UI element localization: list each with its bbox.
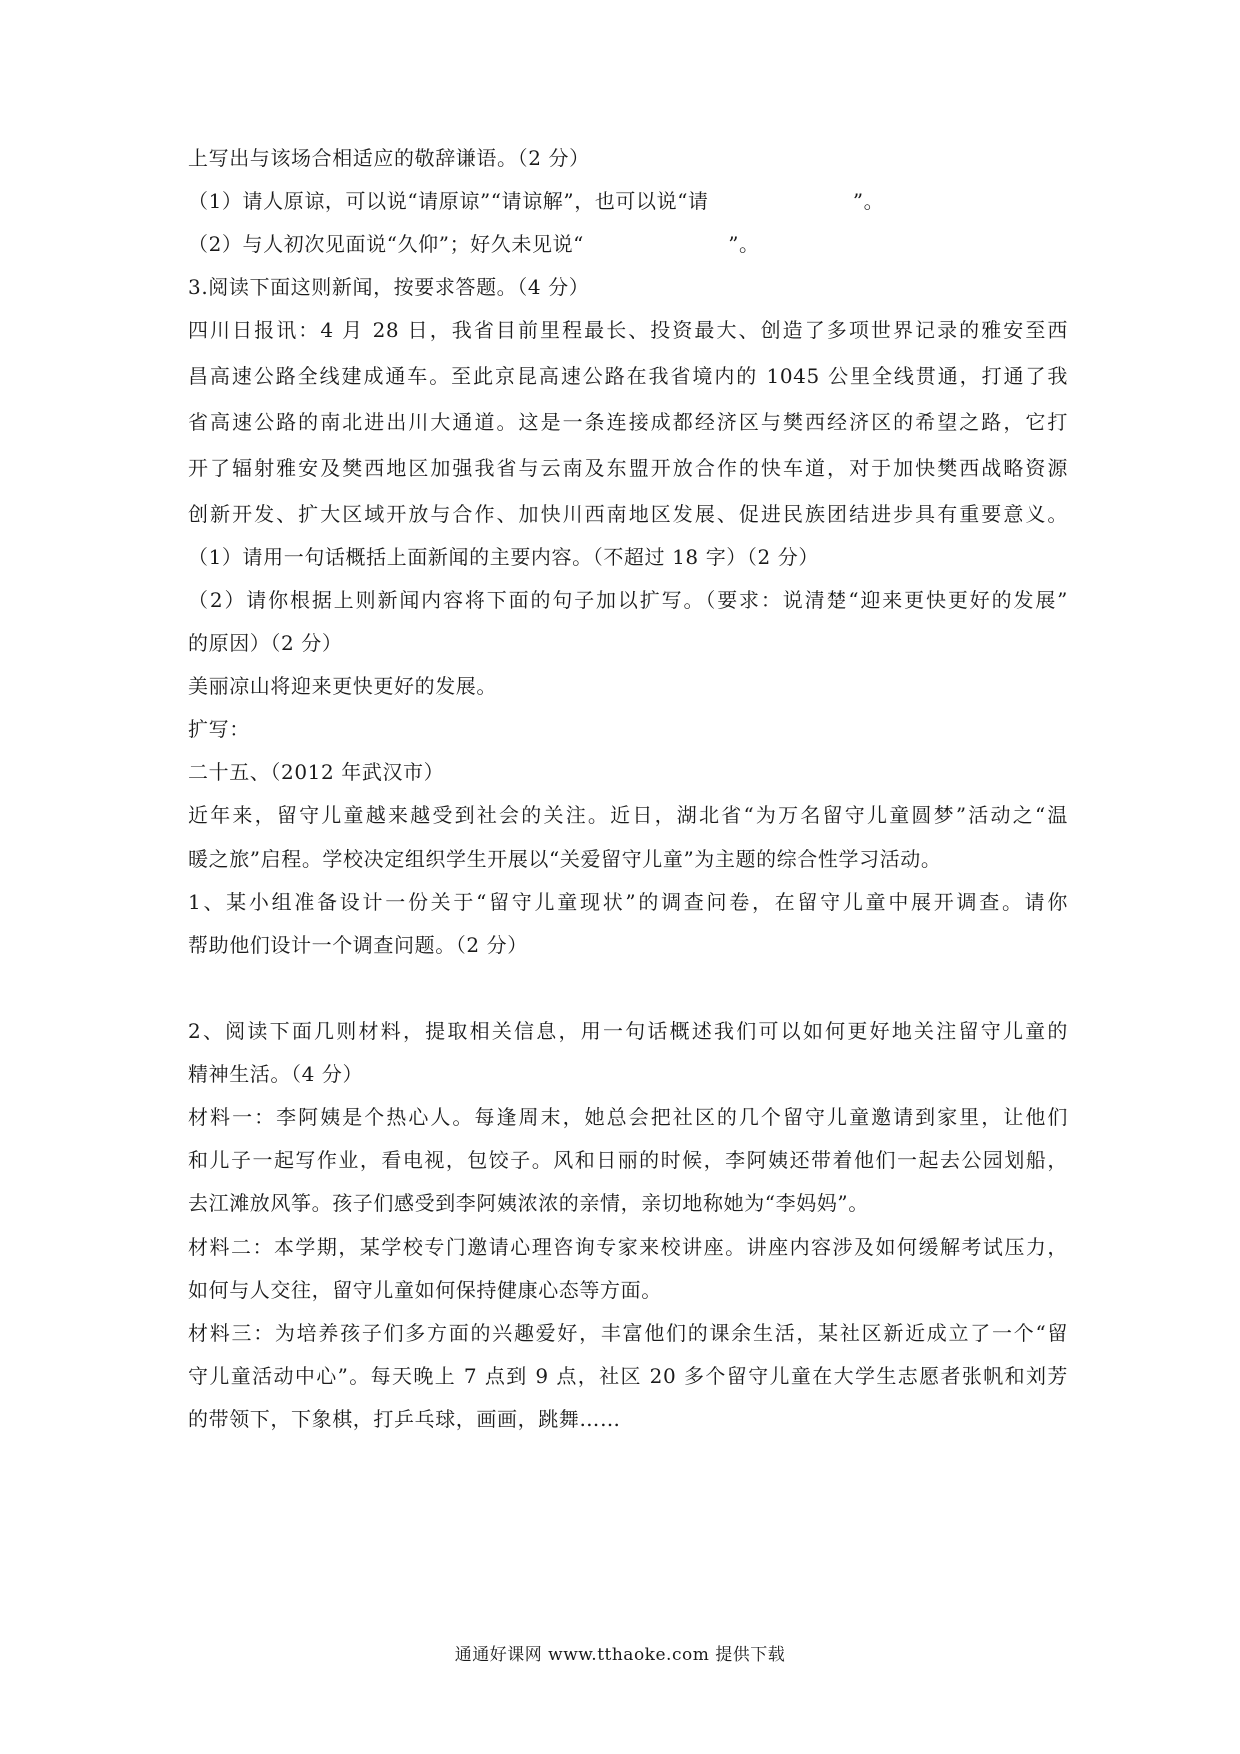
text-line: 暖之旅”启程。学校决定组织学生开展以“关爱留守儿童”为主题的综合性学习活动。 [188, 847, 942, 871]
text-line: （1）请用一句话概括上面新闻的主要内容。（不超过 18 字）（2 分） [188, 545, 819, 569]
text-line: 和儿子一起写作业，看电视，包饺子。风和日丽的时候，李阿姨还带着他们一起去公园划船， [188, 1148, 1068, 1172]
text-line: （2）与人初次见面说“久仰”；好久未见说“ ”。 [188, 232, 760, 256]
text-line: 帮助他们设计一个调查问题。（2 分） [188, 933, 528, 957]
question-heading: 3.阅读下面这则新闻，按要求答题。（4 分） [188, 275, 590, 299]
text-line: 的带领下，下象棋，打乒乓球，画画，跳舞…… [188, 1407, 621, 1431]
text-line: 守儿童活动中心”。每天晚上 7 点到 9 点，社区 20 多个留守儿童在大学生志愿者张帆和刘芳 [188, 1364, 1068, 1388]
text-line: 四川日报讯：4 月 28 日，我省目前里程最长、投资最大、创造了多项世界记录的雅安至西 [188, 318, 1068, 342]
text-line: 开了辐射雅安及樊西地区加强我省与云南及东盟开放合作的快车道，对于加快樊西战略资源 [188, 456, 1068, 480]
text-line: 上写出与该场合相适应的敬辞谦语。（2 分） [188, 146, 590, 170]
text-line: 如何与人交往，留守儿童如何保持健康心态等方面。 [188, 1278, 662, 1302]
text-line: 材料一：李阿姨是个热心人。每逢周末，她总会把社区的几个留守儿童邀请到家里，让他们 [188, 1105, 1068, 1129]
text-line: 1、某小组准备设计一份关于“留守儿童现状”的调查问卷，在留守儿童中展开调查。请你 [188, 890, 1068, 914]
section-heading: 二十五、（2012 年武汉市） [188, 760, 445, 784]
text-line: 创新开发、扩大区域开放与合作、加快川西南地区发展、促进民族团结进步具有重要意义。 [188, 502, 1068, 526]
text-line: 省高速公路的南北进出川大通道。这是一条连接成都经济区与樊西经济区的希望之路，它打 [188, 410, 1068, 434]
text-line: 昌高速公路全线建成通车。至此京昆高速公路在我省境内的 1045 公里全线贯通，打通了我 [188, 364, 1068, 388]
text-line: 扩写： [188, 717, 250, 741]
text-line: 材料三：为培养孩子们多方面的兴趣爱好，丰富他们的课余生活，某社区新近成立了一个“留 [188, 1321, 1068, 1345]
text-line: 美丽凉山将迎来更快更好的发展。 [188, 674, 497, 698]
text-line: 近年来，留守儿童越来越受到社会的关注。近日，湖北省“为万名留守儿童圆梦”活动之“温 [188, 803, 1068, 827]
text-line: （1）请人原谅，可以说“请原谅”“请谅解”，也可以说“请 ”。 [188, 189, 885, 213]
text-line: （2）请你根据上则新闻内容将下面的句子加以扩写。（要求：说清楚“迎来更快更好的发展” [188, 588, 1068, 612]
text-line: 精神生活。（4 分） [188, 1062, 364, 1086]
text-line: 材料二：本学期，某学校专门邀请心理咨询专家来校讲座。讲座内容涉及如何缓解考试压力， [188, 1235, 1068, 1259]
text-line: 去江滩放风筝。孩子们感受到李阿姨浓浓的亲情，亲切地称她为“李妈妈”。 [188, 1191, 869, 1215]
text-line: 的原因）（2 分） [188, 631, 343, 655]
text-line: 2、阅读下面几则材料，提取相关信息，用一句话概述我们可以如何更好地关注留守儿童的 [188, 1019, 1068, 1043]
page-footer: 通通好课网 www.tthaoke.com 提供下载 [454, 1645, 786, 1665]
